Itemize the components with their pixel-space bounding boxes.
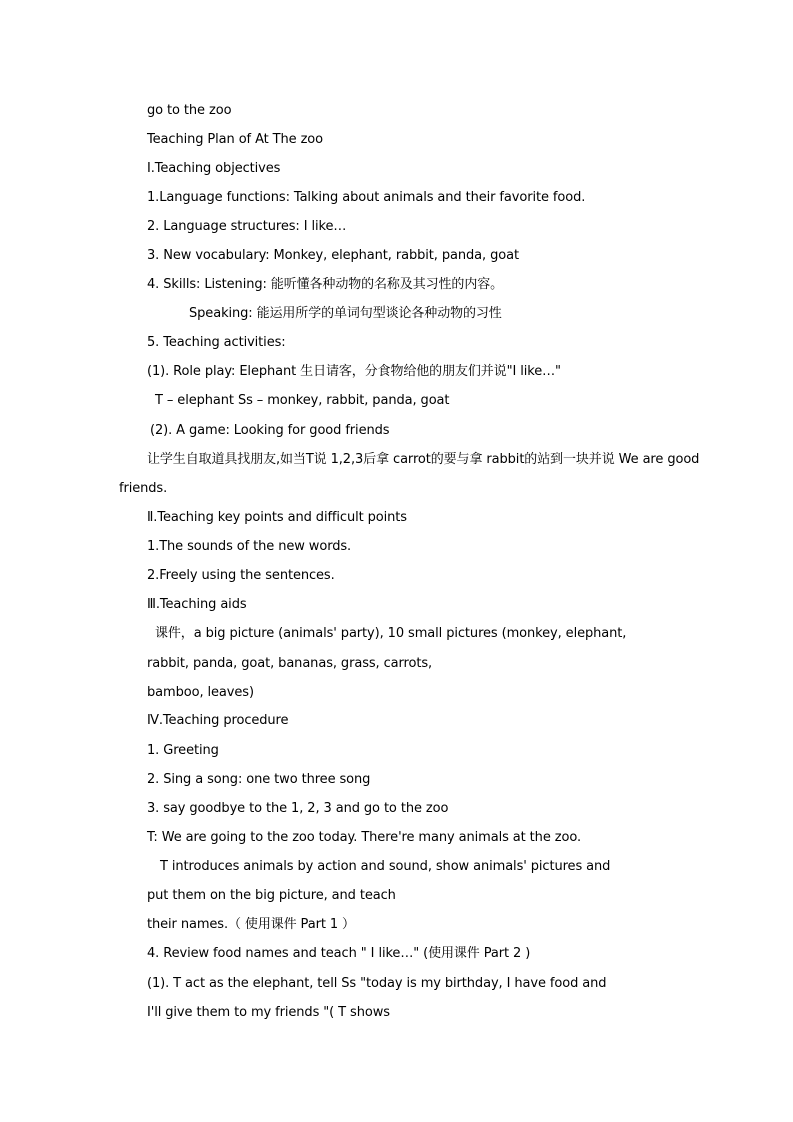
- line-teaching-activities: 5. Teaching activities:: [147, 335, 286, 350]
- line-key-point-sounds: 1.The sounds of the new words.: [147, 539, 352, 554]
- line-section-procedure: Ⅳ.Teaching procedure: [147, 713, 289, 728]
- line-section-objectives: Ⅰ.Teaching objectives: [147, 161, 281, 176]
- line-sing-song: 2. Sing a song: one two three song: [147, 772, 371, 787]
- line-act-elephant: (1). T act as the elephant, tell Ss "today is my birthday, I have food and: [147, 976, 607, 991]
- line-act-elephant-cont: I'll give them to my friends "( T shows: [147, 1005, 390, 1020]
- line-key-point-sentences: 2.Freely using the sentences.: [147, 568, 335, 583]
- line-game: (2). A game: Looking for good friends: [150, 423, 390, 438]
- line-role-assignment: T – elephant Ss – monkey, rabbit, panda, goat: [155, 393, 450, 408]
- line-aids-list-cont: rabbit, panda, goat, bananas, grass, carrots,: [147, 656, 433, 671]
- line-language-structures: 2. Language structures: I like…: [147, 219, 347, 234]
- line-skills-listening: 4. Skills: Listening: 能听懂各种动物的名称及其习性的内容。: [147, 277, 504, 292]
- line-aids-list-end: bamboo, leaves): [147, 685, 254, 700]
- line-introduce-animals: T introduces animals by action and sound, show animals' pictures and: [160, 859, 611, 874]
- line-say-goodbye: 3. say goodbye to the 1, 2, 3 and go to the zoo: [147, 801, 449, 816]
- line-language-functions: 1.Language functions: Talking about animals and their favorite food.: [147, 190, 586, 205]
- line-aids-list: 课件，a big picture (animals' party), 10 small pictures (monkey, elephant,: [155, 626, 627, 641]
- line-game-instructions-cont: friends.: [119, 481, 168, 496]
- line-section-aids: Ⅲ.Teaching aids: [147, 597, 247, 612]
- line-review-food: 4. Review food names and teach " I like…" (使用课件 Part 2 ): [147, 946, 531, 961]
- line-game-instructions: 让学生自取道具找朋友,如当T说 1,2,3后拿 carrot的要与拿 rabbit的站到一块并说 We are good: [147, 452, 700, 467]
- line-going-to-zoo: T: We are going to the zoo today. There're many animals at the zoo.: [147, 830, 581, 845]
- line-skills-speaking: Speaking: 能运用所学的单词句型谈论各种动物的习性: [189, 306, 502, 321]
- line-introduce-animals-cont: put them on the big picture, and teach: [147, 888, 396, 903]
- line-role-play: (1). Role play: Elephant 生日请客，分食物给他的朋友们并说"I like…": [147, 364, 561, 379]
- line-their-names: their names.（ 使用课件 Part 1 ）: [147, 917, 355, 932]
- line-greeting: 1. Greeting: [147, 743, 219, 758]
- line-section-key-points: Ⅱ.Teaching key points and difficult points: [147, 510, 407, 525]
- line-title-goto-zoo: go to the zoo: [147, 103, 232, 118]
- line-new-vocabulary: 3. New vocabulary: Monkey, elephant, rabbit, panda, goat: [147, 248, 519, 263]
- line-plan-title: Teaching Plan of At The zoo: [147, 132, 324, 147]
